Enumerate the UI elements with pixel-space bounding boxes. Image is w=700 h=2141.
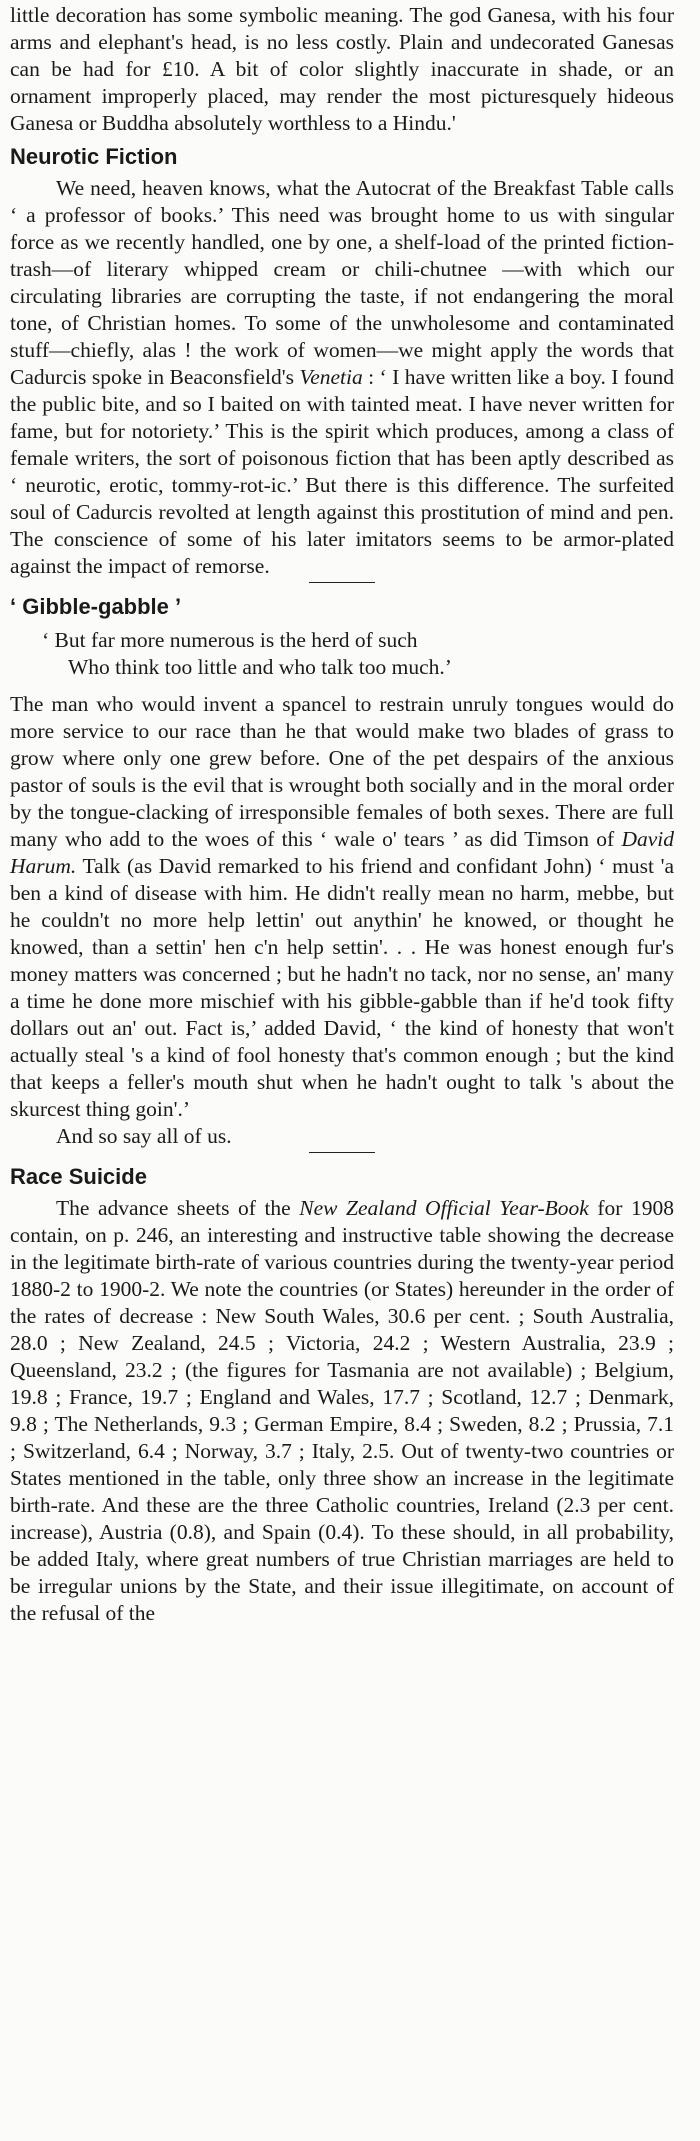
neurotic-text-a: We need, heaven knows, what the Autocrat of the Breakfast Table calls ‘ a professor of books.’ This need was brought home to us with singular force as we recently handled, one by one, a shelf-load of the printed fiction-trash—of literary whipped cream or chili-chutnee —with which our circulating libraries are corrupting the taste, if not endangering the moral tone, of Christian homes. To some of the unwholesome and contaminated stuff—chiefly, alas ! the work of women—we might apply the words that Cadurcis spoke in Beaconsfield's [10,176,674,389]
section-heading-race-suicide: Race Suicide [10,1164,147,1189]
gibble-signoff: And so say all of us. [56,1124,232,1148]
verse-quote [42,627,674,681]
neurotic-paragraph [10,175,674,580]
gibble-text-b: Talk (as David remarked to his friend and confidant John) ‘ must 'a ben a kind of disease with him. He didn't really mean no harm, mebbe, but he couldn't no more help lettin' out anythin' he knowed, or thought he knowed, than a settin' hen c'n help settin'. . . He was honest enough fur's money matters was concerned ; but he hadn't no tack, nor no sense, an' many a time he done more mischief with his gibble-gabble than if he'd took fifty dollars out an' out. Fact is,’ added David, ‘ the kind of honesty that won't actually steal 's a kind of fool honesty that's common enough ; but the kind that keeps a feller's mouth shut when he hadn't ought to talk 's about the skurcest thing goin'.’ [10,854,674,1121]
neurotic-work-title: Venetia [299,365,363,389]
race-paragraph [10,1195,674,1627]
gibble-work-title: David Harum. [10,827,674,878]
text-column [10,2,674,1627]
verse-line-1: ‘ But far more numerous is the herd of such [42,628,418,652]
gibble-text-a: The man who would invent a spancel to restrain unruly tongues would do more service to our race than he that would make two blades of grass to grow where only one grew before. One of the pet despairs of the anxious pastor of souls is the evil that is wrought both socially and in the moral order by the tongue-clacking of irresponsible females of both sexes. There are full many who add to the woes of this ‘ wale o' tears ’ as did Timson of [10,692,674,851]
section-heading-neurotic-fiction: Neurotic Fiction [10,144,178,169]
gibble-paragraph [10,691,674,1123]
section-divider [309,582,375,583]
race-text-b: for 1908 contain, on p. 246, an interesting and instructive table showing the decrease in the legitimate birth-rate of various countries during the twenty-year period 1880-2 to 1900-2. We note the countries (or States) hereunder in the order of the rates of decrease : New South Wales, 30.6 per cent. ; South Australia, 28.0 ; New Zealand, 24.5 ; Victoria, 24.2 ; Western Australia, 23.9 ; Queensland, 23.2 ; (the figures for Tasmania are not available) ; Belgium, 19.8 ; France, 19.7 ; England and Wales, 17.7 ; Scotland, 12.7 ; Denmark, 9.8 ; The Netherlands, 9.3 ; German Empire, 8.4 ; Sweden, 8.2 ; Prussia, 7.1 ; Switzerland, 6.4 ; Norway, 3.7 ; Italy, 2.5. Out of twenty-two countries or States mentioned in the table, only three show an increase in the legitimate birth-rate. And these are the three Catholic countries, Ireland (2.3 per cent. increase), Austria (0.8), and Spain (0.4). To these should, in all probability, be added Italy, where great numbers of true Christian marriages are held to be irregular unions by the State, and their issue illegitimate, on account of the refusal of the [10,1196,674,1625]
race-text-a: The advance sheets of the [56,1196,300,1220]
neurotic-text-b: : ‘ I have written like a boy. I found the public bite, and so I baited on with tainted meat. I have never written for fame, but for notoriety.’ This is the spirit which produces, among a class of female writers, the sort of poisonous fiction that has been aptly described as ‘ neurotic, erotic, tommy-rot-ic.’ But there is this difference. The surfeited soul of Cadurcis revolted at length against this prostitution of mind and pen. The conscience of some of his later imitators seems to be armor-plated against the impact of remorse. [10,365,674,578]
section-heading-gibble-gabble: ‘ Gibble-gabble ’ [10,594,182,619]
race-work-title: New Zealand Official Year-Book [299,1196,589,1220]
verse-line-2: Who think too little and who talk too much.’ [68,655,452,679]
section-divider [309,1152,375,1153]
intro-paragraph: little decoration has some symbolic meaning. The god Ganesa, with his four arms and elephant's head, is no less costly. Plain and undecorated Ganesas can be had for £10. A bit of color slightly inaccurate in shade, or an ornament improperly placed, may render the most picturesquely hideous Ganesa or Buddha absolutely worthless to a Hindu.' [10,3,674,135]
